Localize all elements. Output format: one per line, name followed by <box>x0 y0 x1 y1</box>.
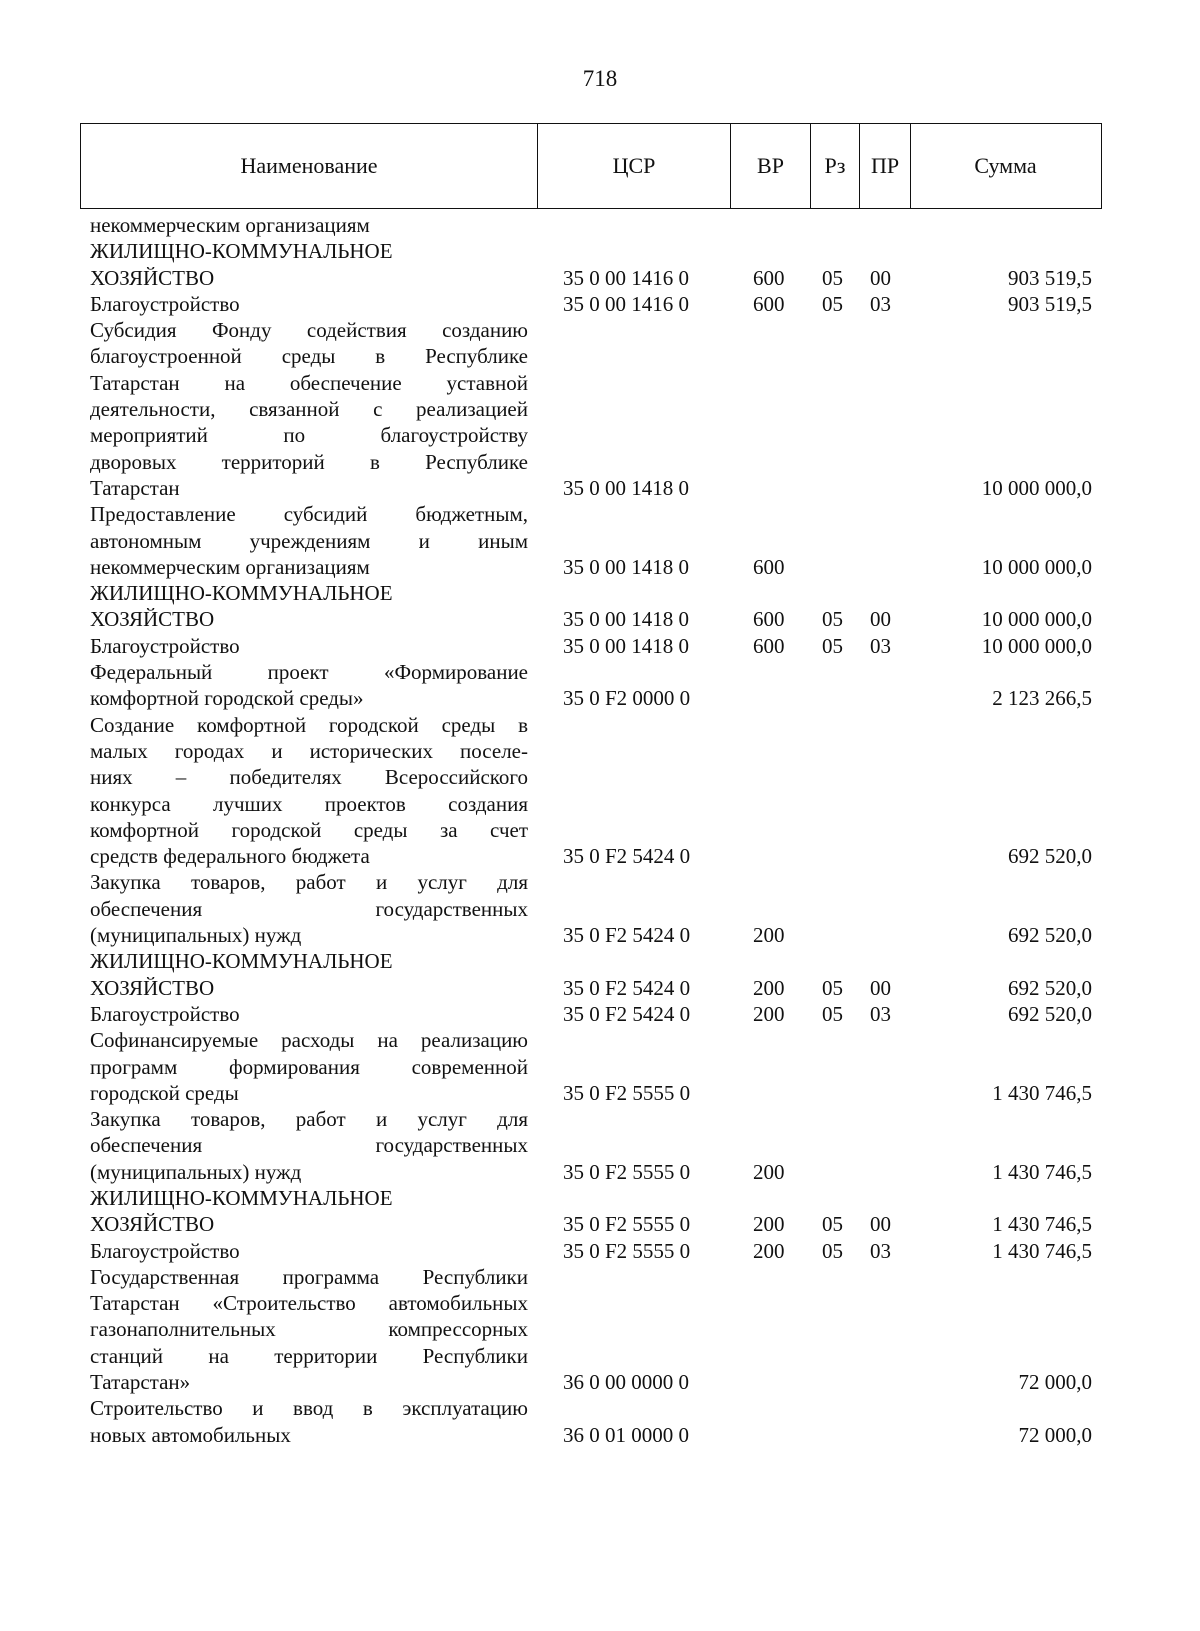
table-row <box>0 1238 1200 1264</box>
row-name <box>90 1264 528 1395</box>
row-name-line: мероприятий по благоустройству <box>90 423 528 448</box>
row-name-line: Татарстан» <box>90 1370 191 1395</box>
row-name <box>90 1001 528 1027</box>
row-sum: 2 123 266,5 <box>992 686 1092 711</box>
row-pr: 00 <box>870 265 891 290</box>
row-name-line: (муниципальных) нужд <box>90 923 302 948</box>
row-sum: 1 430 746,5 <box>992 1159 1092 1184</box>
table-row <box>0 1106 1200 1185</box>
row-name <box>90 948 528 1001</box>
table-row <box>0 1395 1200 1448</box>
row-csr: 35 0 00 1418 0 <box>563 607 689 632</box>
row-name <box>90 712 528 870</box>
table-row <box>0 1264 1200 1395</box>
row-name-line: Субсидия Фонду содействия созданию <box>90 318 528 343</box>
row-vr: 200 <box>753 975 785 1000</box>
table-row <box>0 317 1200 501</box>
row-name <box>90 1106 528 1185</box>
row-name-line: ХОЗЯЙСТВО <box>90 1212 215 1237</box>
header-sum: Сумма <box>910 124 1100 208</box>
row-name-line: ЖИЛИЩНО-КОММУНАЛЬНОЕ <box>90 1185 393 1210</box>
row-sum: 10 000 000,0 <box>981 633 1092 658</box>
row-pr: 03 <box>870 291 891 316</box>
row-name-line: Федеральный проект «Формирование <box>90 660 528 685</box>
table-header <box>80 123 1102 209</box>
row-sum: 903 519,5 <box>1008 265 1092 290</box>
row-name-line: благоустроенной среды в Республике <box>90 344 528 369</box>
row-sum: 1 430 746,5 <box>992 1238 1092 1263</box>
row-name-line: городской среды <box>90 1080 239 1105</box>
row-vr: 200 <box>753 1001 785 1026</box>
row-sum: 1 430 746,5 <box>992 1212 1092 1237</box>
row-vr: 600 <box>753 265 785 290</box>
row-rz: 05 <box>822 607 843 632</box>
row-name-line: Предоставление субсидий бюджетным, <box>90 502 528 527</box>
row-name-line: ЖИЛИЩНО-КОММУНАЛЬНОЕ <box>90 581 393 606</box>
row-csr: 35 0 F2 5424 0 <box>563 844 691 869</box>
row-name-line: некоммерческим организациям <box>90 554 370 579</box>
row-rz: 05 <box>822 1212 843 1237</box>
row-sum: 692 520,0 <box>1008 923 1092 948</box>
row-csr: 35 0 00 1418 0 <box>563 475 689 500</box>
row-name <box>90 580 528 633</box>
row-name <box>90 1185 528 1238</box>
row-sum: 10 000 000,0 <box>981 554 1092 579</box>
row-name-line: ниях – победителях Всероссийского <box>90 765 528 790</box>
row-sum: 692 520,0 <box>1008 844 1092 869</box>
row-vr: 200 <box>753 923 785 948</box>
header-vr: ВР <box>730 124 810 208</box>
row-name-line: Благоустройство <box>90 1001 240 1026</box>
row-vr: 600 <box>753 291 785 316</box>
table-row <box>0 712 1200 870</box>
row-name <box>90 869 528 948</box>
row-sum: 72 000,0 <box>1018 1422 1092 1447</box>
row-name-line: Строительство и ввод в эксплуатацию <box>90 1396 528 1421</box>
row-sum: 72 000,0 <box>1018 1370 1092 1395</box>
row-name <box>90 317 528 501</box>
row-name <box>90 1238 528 1264</box>
row-csr: 36 0 01 0000 0 <box>563 1422 689 1447</box>
row-name <box>90 212 528 238</box>
row-vr: 200 <box>753 1159 785 1184</box>
row-rz: 05 <box>822 633 843 658</box>
row-rz: 05 <box>822 1001 843 1026</box>
header-csr: ЦСР <box>537 124 730 208</box>
row-sum: 903 519,5 <box>1008 291 1092 316</box>
row-name-line: автономным учреждениям и иным <box>90 528 528 553</box>
row-pr: 00 <box>870 975 891 1000</box>
row-csr: 35 0 00 1416 0 <box>563 265 689 290</box>
row-name <box>90 659 528 712</box>
row-name-line: Закупка товаров, работ и услуг для <box>90 1107 528 1132</box>
table-row <box>0 501 1200 580</box>
table-row <box>0 633 1200 659</box>
row-name-line: Татарстан на обеспечение уставной <box>90 370 528 395</box>
row-name <box>90 291 528 317</box>
row-name <box>90 1027 528 1106</box>
row-name <box>90 633 528 659</box>
table-row <box>0 1001 1200 1027</box>
row-pr: 00 <box>870 1212 891 1237</box>
page-number: 718 <box>582 66 618 91</box>
table-row <box>0 291 1200 317</box>
row-name-line: Создание комфортной городской среды в <box>90 712 528 737</box>
row-pr: 03 <box>870 1001 891 1026</box>
row-rz: 05 <box>822 1238 843 1263</box>
row-sum: 10 000 000,0 <box>981 475 1092 500</box>
row-name <box>90 501 528 580</box>
header-rz: Рз <box>810 124 859 208</box>
table-row <box>0 948 1200 1001</box>
row-name-line: Татарстан <box>90 475 180 500</box>
row-name-line: программ формирования современной <box>90 1054 528 1079</box>
row-name-line: ХОЗЯЙСТВО <box>90 265 215 290</box>
row-name-line: Благоустройство <box>90 291 240 316</box>
row-name-line: обеспечения государственных <box>90 1133 528 1158</box>
row-name-line: ХОЗЯЙСТВО <box>90 607 215 632</box>
row-sum: 10 000 000,0 <box>981 607 1092 632</box>
table-row <box>0 869 1200 948</box>
row-name-line: Софинансируемые расходы на реализацию <box>90 1028 528 1053</box>
row-name-line: ЖИЛИЩНО-КОММУНАЛЬНОЕ <box>90 239 393 264</box>
row-rz: 05 <box>822 291 843 316</box>
row-name-line: Благоустройство <box>90 633 240 658</box>
row-name-line: ХОЗЯЙСТВО <box>90 975 215 1000</box>
row-vr: 600 <box>753 607 785 632</box>
row-vr: 600 <box>753 554 785 579</box>
row-rz: 05 <box>822 265 843 290</box>
row-name-line: (муниципальных) нужд <box>90 1159 302 1184</box>
row-name-line: обеспечения государственных <box>90 896 528 921</box>
row-csr: 35 0 00 1418 0 <box>563 554 689 579</box>
table-row <box>0 1185 1200 1238</box>
row-csr: 35 0 F2 5424 0 <box>563 923 691 948</box>
row-rz: 05 <box>822 975 843 1000</box>
row-name-line: ЖИЛИЩНО-КОММУНАЛЬНОЕ <box>90 949 393 974</box>
row-name-line: газонаполнительных компрессорных <box>90 1317 528 1342</box>
row-name-line: Татарстан «Строительство автомобильных <box>90 1291 528 1316</box>
row-vr: 600 <box>753 633 785 658</box>
row-name-line: новых автомобильных <box>90 1422 291 1447</box>
row-vr: 200 <box>753 1238 785 1263</box>
row-csr: 35 0 00 1416 0 <box>563 291 689 316</box>
row-name <box>90 1395 528 1448</box>
row-csr: 36 0 00 0000 0 <box>563 1370 689 1395</box>
row-csr: 35 0 F2 0000 0 <box>563 686 691 711</box>
row-csr: 35 0 F2 5424 0 <box>563 975 691 1000</box>
header-name: Наименование <box>240 153 378 178</box>
row-csr: 35 0 F2 5555 0 <box>563 1080 691 1105</box>
row-name-line: комфортной городской среды» <box>90 686 364 711</box>
row-name <box>90 238 528 291</box>
row-name-line: Благоустройство <box>90 1238 240 1263</box>
row-name-line: деятельности, связанной с реализацией <box>90 397 528 422</box>
row-pr: 00 <box>870 607 891 632</box>
header-pr: ПР <box>859 124 910 208</box>
table-row <box>0 1027 1200 1106</box>
row-name-line: комфортной городской среды за счет <box>90 817 528 842</box>
table-row <box>0 238 1200 291</box>
row-csr: 35 0 F2 5555 0 <box>563 1238 691 1263</box>
row-name-line: малых городах и исторических поселе- <box>90 738 528 763</box>
row-csr: 35 0 F2 5555 0 <box>563 1212 691 1237</box>
row-sum: 692 520,0 <box>1008 1001 1092 1026</box>
row-name-line: конкурса лучших проектов создания <box>90 791 528 816</box>
table-row <box>0 212 1200 238</box>
table-row <box>0 580 1200 633</box>
row-vr: 200 <box>753 1212 785 1237</box>
row-csr: 35 0 00 1418 0 <box>563 633 689 658</box>
row-sum: 692 520,0 <box>1008 975 1092 1000</box>
row-name-line: дворовых территорий в Республике <box>90 449 528 474</box>
row-name-line: Закупка товаров, работ и услуг для <box>90 870 528 895</box>
row-name-line: станций на территории Республики <box>90 1343 528 1368</box>
row-name-line: Государственная программа Республики <box>90 1264 528 1289</box>
table-body <box>0 212 1200 1448</box>
row-pr: 03 <box>870 1238 891 1263</box>
row-name-line: средств федерального бюджета <box>90 844 370 869</box>
row-name-line: некоммерческим организациям <box>90 213 370 237</box>
row-csr: 35 0 F2 5424 0 <box>563 1001 691 1026</box>
row-sum: 1 430 746,5 <box>992 1080 1092 1105</box>
row-pr: 03 <box>870 633 891 658</box>
row-csr: 35 0 F2 5555 0 <box>563 1159 691 1184</box>
table-row <box>0 659 1200 712</box>
